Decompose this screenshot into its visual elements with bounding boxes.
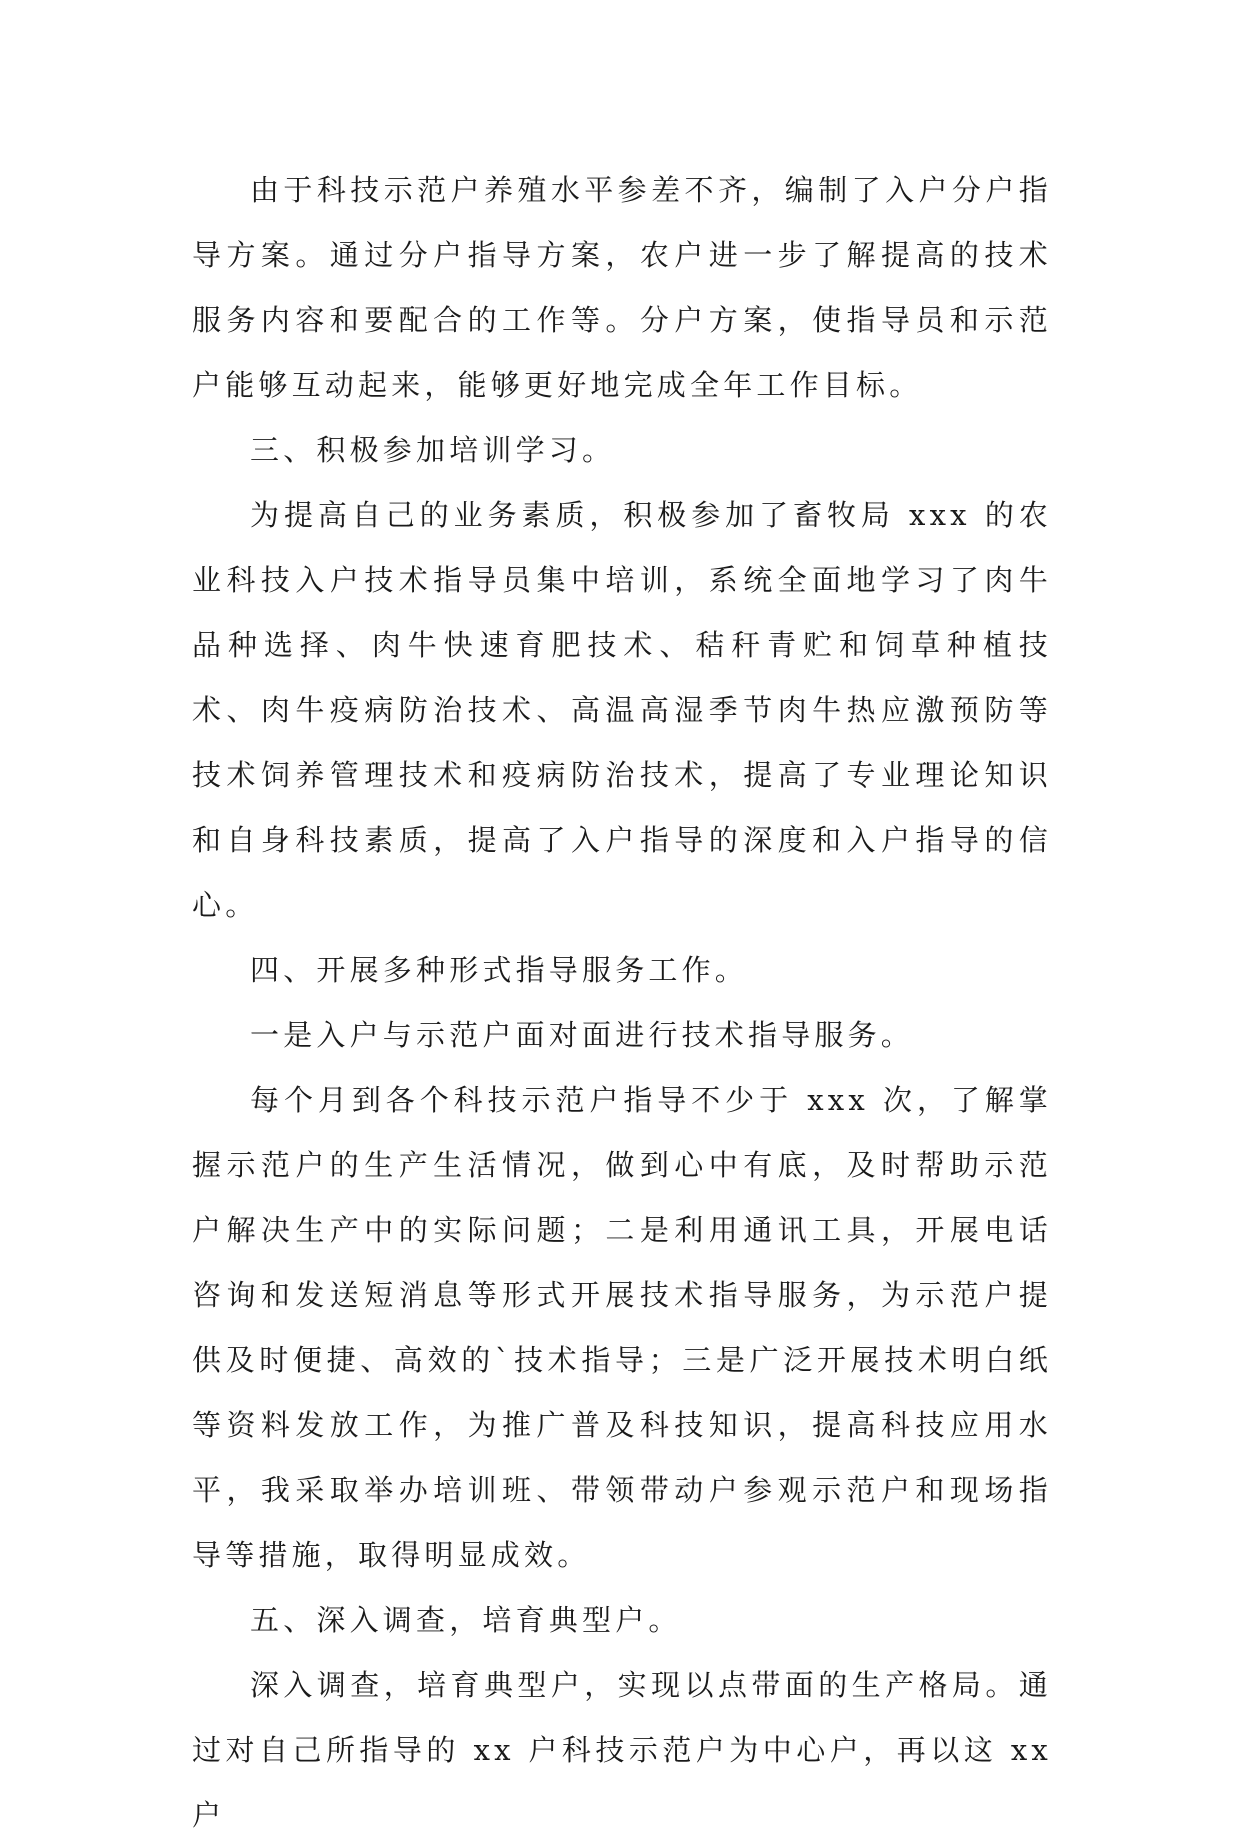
paragraph-training: 为提高自己的业务素质，积极参加了畜牧局 xxx 的农业科技入户技术指导员集中培训，系统全面地学习了肉牛品种选择、肉牛快速育肥技术、秸秆青贮和饲草种植技术、肉牛疫病防治技术、高温高湿季节肉牛热应激预防等技术饲养管理技术和疫病防治技术，提高了专业理论知识和自身科技素质，提高了入户指导的深度和入户指导的信心。 bbox=[192, 498, 1052, 922]
paragraph-face-to-face: 一是入户与示范户面对面进行技术指导服务。 bbox=[250, 1018, 915, 1052]
document-body bbox=[192, 158, 1052, 1848]
paragraph-monthly-visits: 每个月到各个科技示范户指导不少于 xxx 次，了解掌握示范户的生产生活情况，做到心中有底，及时帮助示范户解决生产中的实际问题；二是利用通讯工具，开展电话咨询和发送短消息等形式开展技术指导服务，为示范户提供及时便捷、高效的`技术指导；三是广泛开展技术明白纸等资料发放工作，为推广普及科技知识，提高科技应用水平，我采取举办培训班、带领带动户参观示范户和现场指导等措施，取得明显成效。 bbox=[192, 1083, 1052, 1572]
heading-training: 三、积极参加培训学习。 bbox=[250, 433, 616, 467]
heading-guidance-services: 四、开展多种形式指导服务工作。 bbox=[250, 953, 749, 987]
paragraph-typical-households: 深入调查，培育典型户，实现以点带面的生产格局。通过对自己所指导的 xx 户科技示范户为中心户，再以这 xx 户 bbox=[192, 1668, 1052, 1832]
paragraph-household-guidance: 由于科技示范户养殖水平参差不齐，编制了入户分户指导方案。通过分户指导方案，农户进一步了解提高的技术服务内容和要配合的工作等。分户方案，使指导员和示范户能够互动起来，能够更好地完成全年工作目标。 bbox=[192, 173, 1052, 402]
heading-typical-households: 五、深入调查，培育典型户。 bbox=[250, 1603, 682, 1637]
